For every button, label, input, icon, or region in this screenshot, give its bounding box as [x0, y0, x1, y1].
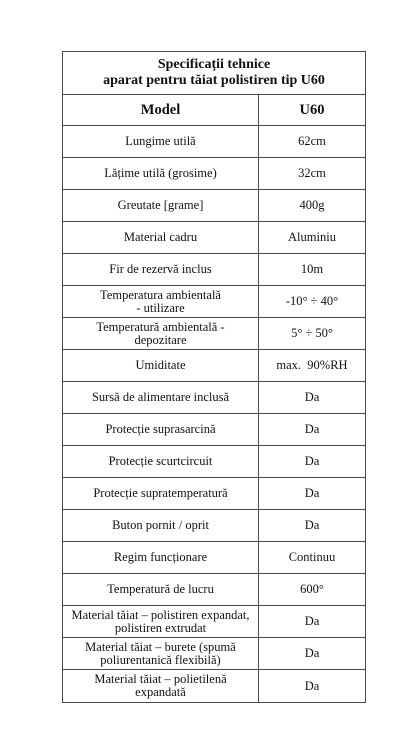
table-row [63, 254, 366, 286]
table-row [63, 158, 366, 190]
spec-value: Da [259, 510, 366, 542]
spec-label: Regim funcționare [63, 542, 259, 574]
spec-label-line-2: - utilizare [136, 300, 185, 315]
table-header-row [63, 95, 366, 126]
spec-label: Sursă de alimentare inclusă [63, 382, 259, 414]
table-row [63, 190, 366, 222]
table-title-line-1: Specificații tehnice [157, 57, 271, 72]
spec-value: -10° ÷ 40° [259, 286, 366, 318]
spec-label: Temperatură de lucru [63, 574, 259, 606]
table-row [63, 542, 366, 574]
table-title-row [63, 52, 366, 95]
table-row [63, 574, 366, 606]
spec-value: Continuu [259, 542, 366, 574]
table-row [63, 382, 366, 414]
spec-label: Protecție scurtcircuit [63, 446, 259, 478]
spec-value: 32cm [259, 158, 366, 190]
table-row [63, 478, 366, 510]
spec-label [63, 638, 259, 670]
spec-label: Lățime utilă (grosime) [63, 158, 259, 190]
spec-value: Da [259, 446, 366, 478]
spec-label [63, 286, 259, 318]
spec-label-line-2: poliurentanică flexibilă) [100, 652, 221, 667]
spec-label-line-1: Temperatura ambientală [100, 287, 221, 302]
spec-label: Greutate [grame] [63, 190, 259, 222]
spec-label: Protecție suprasarcină [63, 414, 259, 446]
table-row [63, 510, 366, 542]
spec-label-line-1: Material tăiat – polietilenă [94, 672, 227, 686]
table-row [63, 606, 366, 638]
spec-label: Umiditate [63, 350, 259, 382]
spec-label: Protecție supratemperatură [63, 478, 259, 510]
spec-label [63, 606, 259, 638]
spec-value: Da [259, 606, 366, 638]
spec-label: Lungime utilă [63, 126, 259, 158]
table-row [63, 414, 366, 446]
table-row [63, 222, 366, 254]
spec-value: Da [259, 382, 366, 414]
spec-value: 62cm [259, 126, 366, 158]
spec-label-line-1: Material tăiat – burete (spumă [85, 639, 236, 654]
spec-label [63, 670, 259, 703]
spec-value: max. 90%RH [259, 350, 366, 382]
specifications-table [62, 51, 366, 703]
spec-value: Da [259, 638, 366, 670]
spec-value: 600° [259, 574, 366, 606]
spec-value: Da [259, 670, 366, 703]
table-title-line-2: aparat pentru tăiat polistiren tip U60 [103, 73, 325, 88]
header-model-label: Model [63, 95, 259, 126]
spec-label-line-1: Material tăiat – polistiren expandat, [71, 607, 250, 622]
header-model-value: U60 [259, 95, 366, 126]
table-row [63, 350, 366, 382]
spec-value: Da [259, 478, 366, 510]
spec-value: 10m [259, 254, 366, 286]
table-row [63, 638, 366, 670]
spec-label-line-2: depozitare [134, 332, 187, 347]
spec-label [63, 318, 259, 350]
spec-label: Fir de rezervă inclus [63, 254, 259, 286]
table-row [63, 318, 366, 350]
spec-label-line-1: Temperatură ambientală - [96, 319, 225, 334]
table-title [63, 52, 366, 95]
spec-value: 5° ÷ 50° [259, 318, 366, 350]
spec-value: 400g [259, 190, 366, 222]
table-row [63, 126, 366, 158]
spec-label: Buton pornit / oprit [63, 510, 259, 542]
spec-value: Aluminiu [259, 222, 366, 254]
spec-value: Da [259, 414, 366, 446]
table-row [63, 670, 366, 703]
spec-label-line-2: polistiren extrudat [114, 620, 207, 635]
spec-label: Material cadru [63, 222, 259, 254]
table-row [63, 286, 366, 318]
table-row [63, 446, 366, 478]
spec-label-line-2: expandată [135, 685, 186, 699]
